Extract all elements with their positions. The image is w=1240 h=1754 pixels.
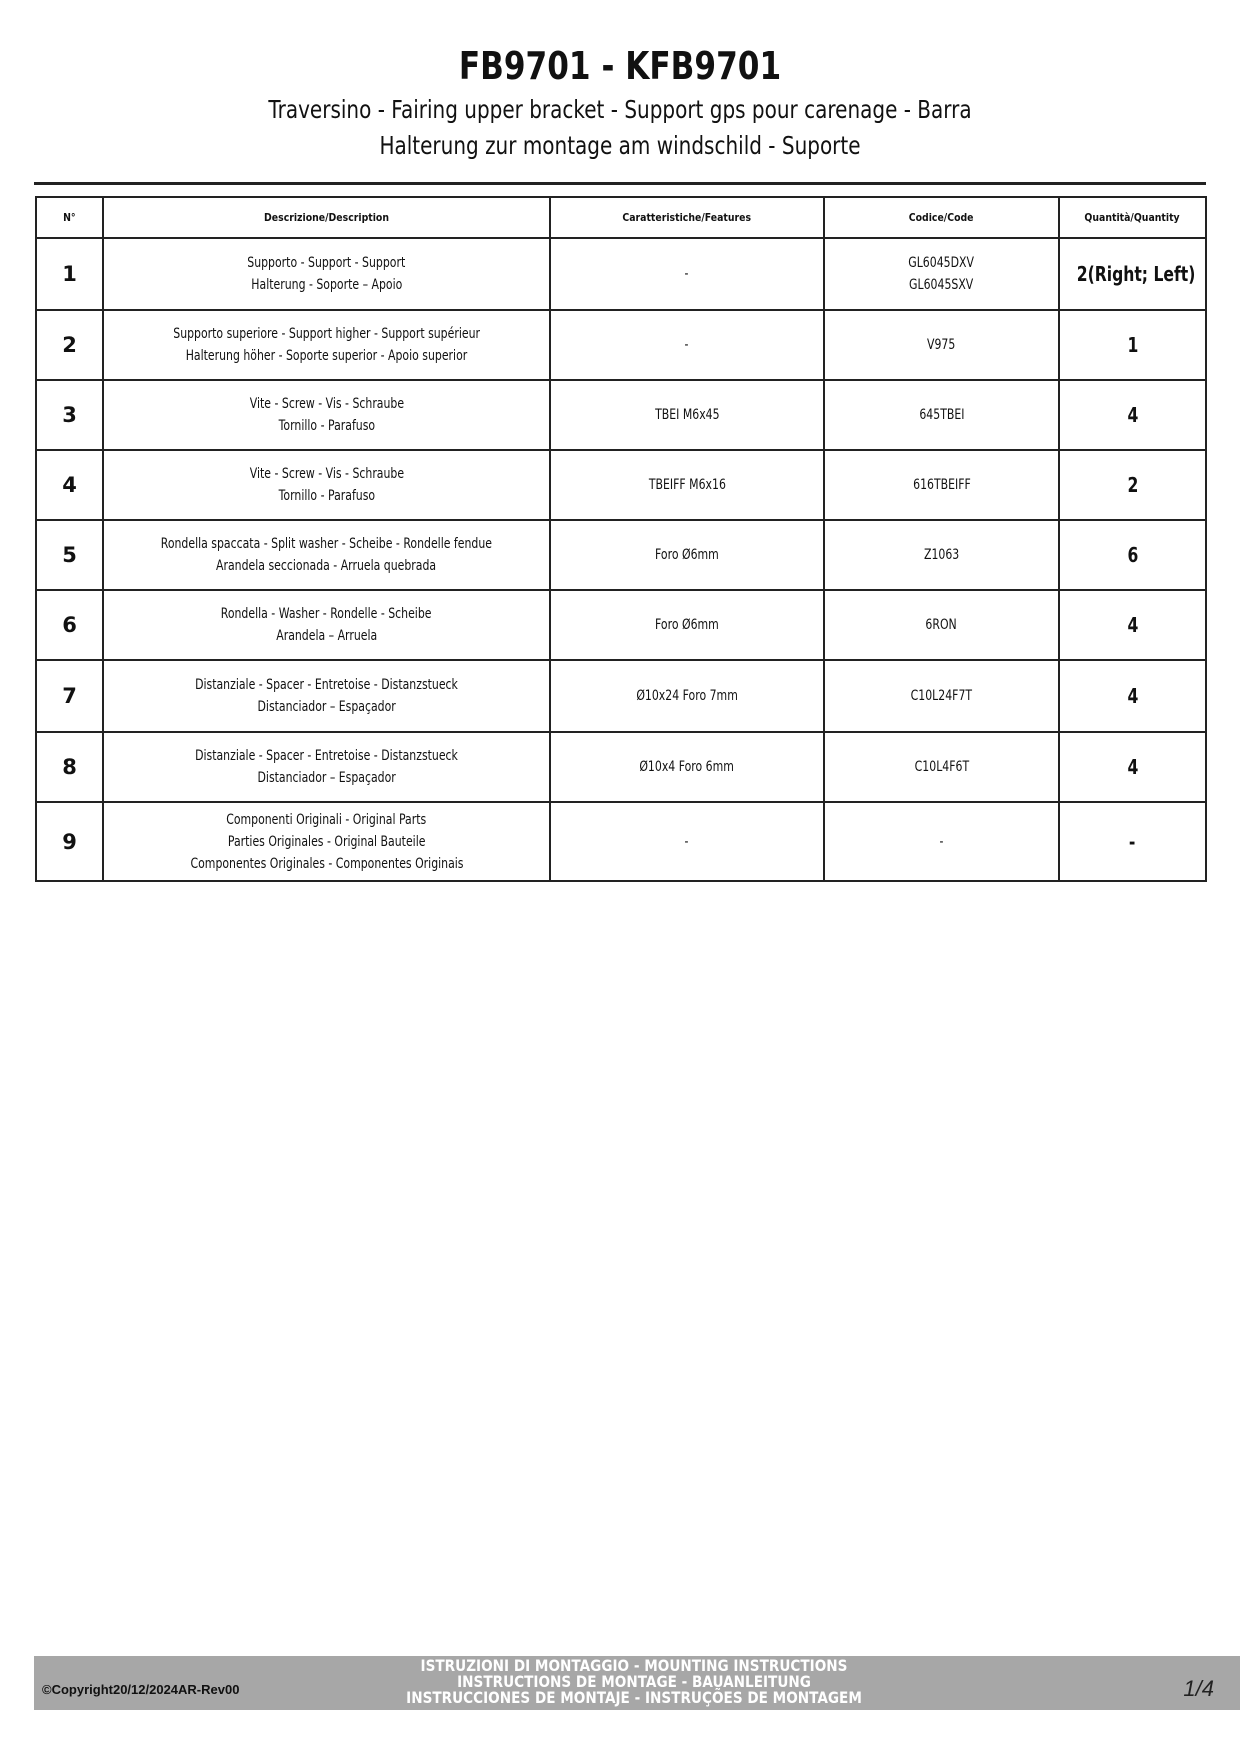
description-line: Parties Originales - Original Bauteile [227,833,426,850]
column-header-description: Descrizione/Description [103,197,550,238]
table-row [36,520,1206,590]
row-features [550,520,824,590]
description-line: Vite - Screw - Vis - Schraube [249,466,404,482]
code-line: GL6045DXV [908,255,975,271]
row-features [550,802,824,881]
features-text: TBEIFF M6x16 [648,477,726,493]
row-quantity [1059,732,1206,802]
quantity-text: 4 [1127,684,1138,708]
description-line: Vite - Screw - Vis - Schraube [249,396,404,412]
code-line: V975 [927,337,956,353]
row-code [824,802,1059,881]
row-quantity [1059,450,1206,520]
row-number: 2 [36,310,103,380]
description-line: Halterung höher - Soporte superior - Apoio superior [185,348,468,364]
description-line: Distanziale - Spacer - Entretoise - Distanzstueck [195,748,458,764]
row-description [103,310,550,380]
features-text: TBEI M6x45 [654,407,720,423]
instructions-line2: INSTRUCTIONS DE MONTAGE - BAUANLEITUNG [457,1672,811,1691]
copyright-text: ©Copyright20/12/2024AR-Rev00 [42,1682,240,1697]
document-subtitle-line2: Halterung zur montage am windschild - Suporte [379,131,861,160]
row-number: 8 [36,732,103,802]
row-quantity [1059,590,1206,660]
row-features [550,310,824,380]
row-number: 7 [36,660,103,732]
features-text: - [685,337,689,353]
column-header-features: Caratteristiche/Features [550,197,824,238]
row-features [550,450,824,520]
instructions-line1: ISTRUZIONI DI MONTAGGIO - MOUNTING INSTRUCTIONS [420,1656,848,1675]
description-line: Componentes Originales - Componentes Originais [190,855,463,872]
description-line: Supporto - Support - Support [247,255,406,271]
features-text: Foro Ø6mm [655,617,719,633]
instructions-line3: INSTRUCCIONES DE MONTAJE - INSTRUÇÕES DE MONTAGEM [406,1688,862,1707]
header-divider [34,182,1206,185]
table-row [36,238,1206,310]
quantity-text: 4 [1127,755,1138,779]
row-number: 3 [36,380,103,450]
row-code [824,380,1059,450]
quantity-text: 4 [1127,613,1138,637]
document-subtitle-line1: Traversino - Fairing upper bracket - Support gps pour carenage - Barra [268,95,972,124]
row-code [824,590,1059,660]
mounting-instructions-label [354,1658,914,1706]
description-line: Supporto superiore - Support higher - Support supérieur [173,326,480,342]
description-line: Distanciador – Espaçador [257,699,396,715]
table-row [36,732,1206,802]
features-text: Ø10x24 Foro 7mm [636,688,738,704]
quantity-text: 6 [1127,543,1138,567]
table-header-row [36,197,1206,238]
footer-bar [34,1656,1240,1710]
column-header-number: N° [36,197,103,238]
code-line: 6RON [925,617,958,633]
description-line: Rondella spaccata - Split washer - Scheibe - Rondelle fendue [160,536,493,552]
row-quantity [1059,380,1206,450]
table-row [36,590,1206,660]
page-number: 1/4 [1183,1676,1214,1701]
parts-table-body [36,238,1206,881]
description-line: Tornillo - Parafuso [278,488,375,504]
row-quantity [1059,802,1206,881]
row-number: 5 [36,520,103,590]
column-header-code: Codice/Code [824,197,1059,238]
code-line: Z1063 [923,547,960,563]
row-features [550,660,824,732]
table-row [36,802,1206,881]
description-line: Arandela – Arruela [276,628,377,644]
row-quantity [1059,238,1206,310]
code-line: C10L4F6T [914,759,969,775]
code-line: - [939,833,944,850]
row-code [824,660,1059,732]
features-text: Foro Ø6mm [655,547,719,563]
table-row [36,310,1206,380]
row-description [103,590,550,660]
code-line: 616TBEIFF [912,477,971,493]
features-text: - [685,266,689,282]
description-line: Componenti Originali - Original Parts [226,811,427,828]
row-number: 6 [36,590,103,660]
quantity-text: 2(Right; Left) [1076,262,1196,286]
row-code [824,520,1059,590]
row-description [103,380,550,450]
column-header-quantity: Quantità/Quantity [1059,197,1206,238]
code-line: C10L24F7T [910,688,973,704]
row-description [103,732,550,802]
features-text: Ø10x4 Foro 6mm [639,759,735,775]
row-description [103,660,550,732]
row-description [103,520,550,590]
row-features [550,380,824,450]
document-title: FB9701 - KFB9701 [458,44,782,88]
quantity-text: - [1129,829,1136,854]
row-description [103,802,550,881]
row-quantity [1059,660,1206,732]
features-text: - [685,833,689,850]
description-line: Distanciador – Espaçador [257,770,396,786]
row-description [103,450,550,520]
row-number: 1 [36,238,103,310]
description-line: Rondella - Washer - Rondelle - Scheibe [221,606,432,622]
row-description [103,238,550,310]
quantity-text: 1 [1127,333,1138,357]
description-line: Tornillo - Parafuso [278,418,375,434]
row-code [824,238,1059,310]
document-header [0,40,1240,164]
quantity-text: 2 [1127,473,1138,497]
row-quantity [1059,520,1206,590]
table-row [36,450,1206,520]
code-line: 645TBEI [918,407,965,423]
table-row [36,660,1206,732]
description-line: Distanziale - Spacer - Entretoise - Distanzstueck [195,677,458,693]
row-number: 9 [36,802,103,881]
parts-table [35,196,1207,882]
code-line: GL6045SXV [909,277,974,293]
row-code [824,310,1059,380]
quantity-text: 4 [1127,403,1138,427]
description-line: Arandela seccionada - Arruela quebrada [216,558,437,574]
row-number: 4 [36,450,103,520]
row-features [550,732,824,802]
row-features [550,590,824,660]
description-line: Halterung - Soporte – Apoio [250,277,403,293]
row-quantity [1059,310,1206,380]
row-features [550,238,824,310]
table-row [36,380,1206,450]
row-code [824,450,1059,520]
row-code [824,732,1059,802]
